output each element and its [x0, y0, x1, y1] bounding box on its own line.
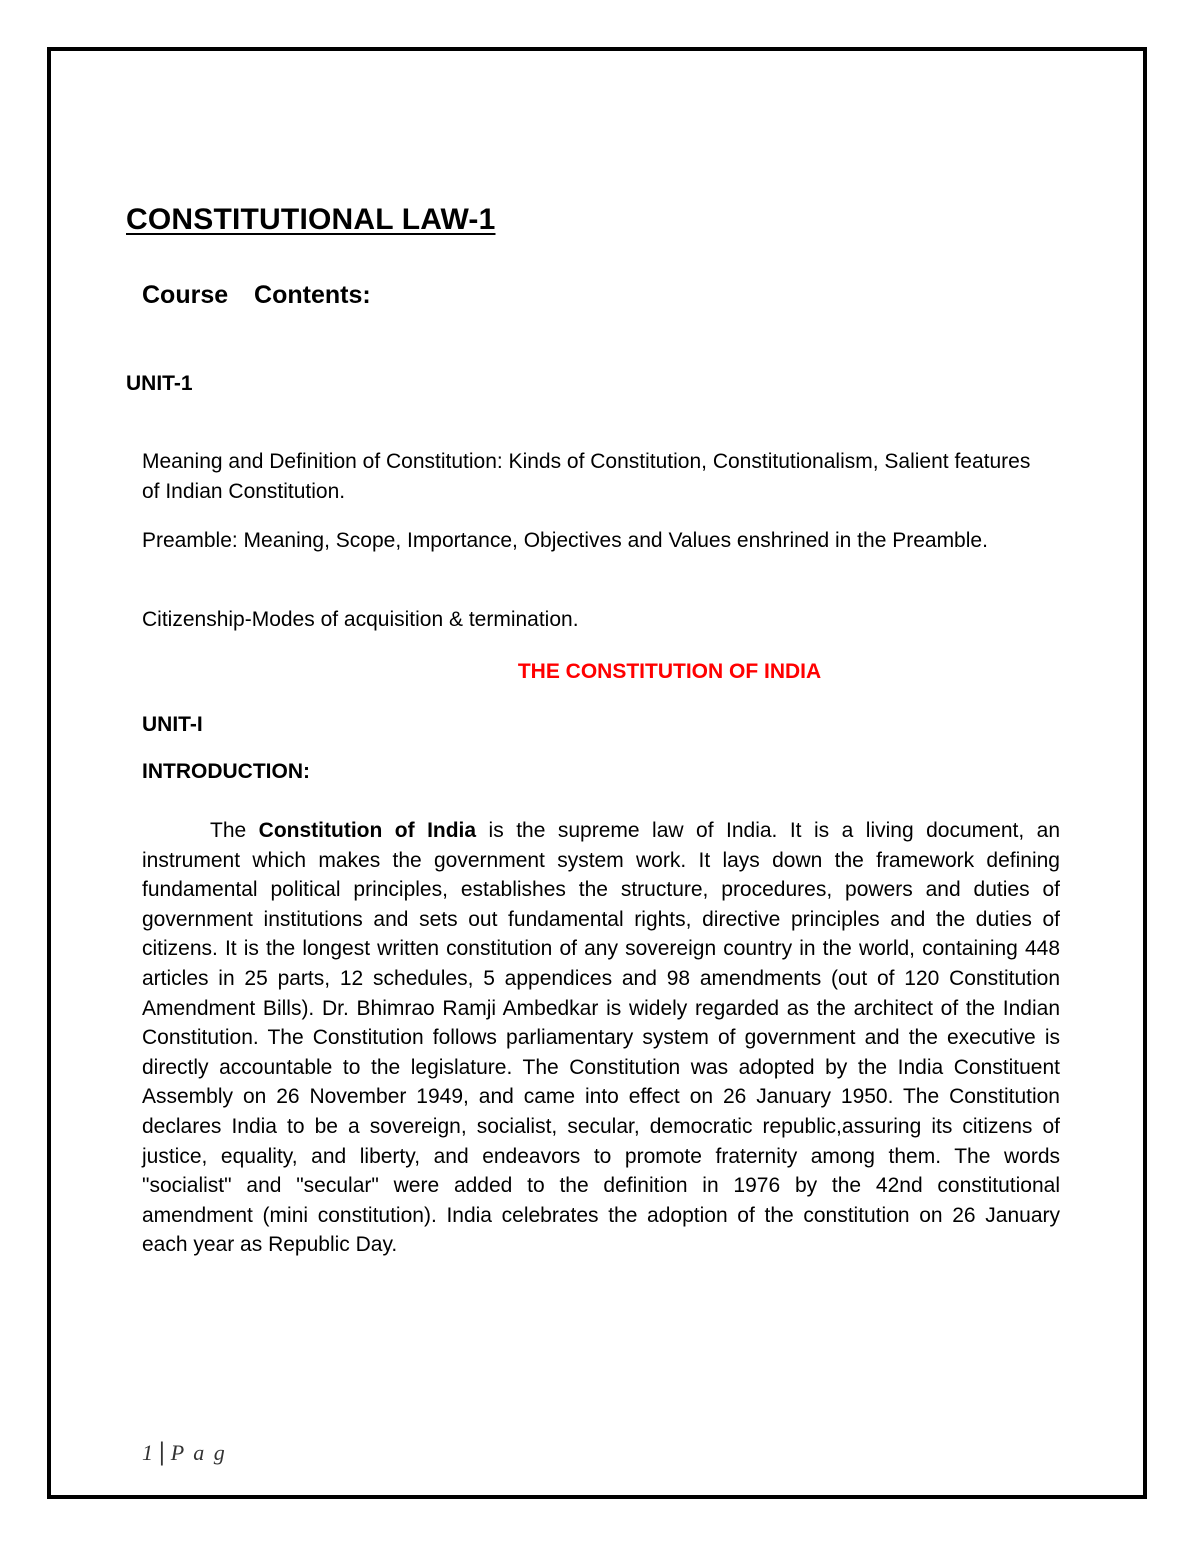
introduction-bold-phrase: Constitution of India [258, 819, 477, 842]
document-title: CONSTITUTIONAL LAW-1 [126, 203, 496, 236]
page-separator: | [159, 1437, 167, 1466]
unit-1-topic-citizenship: Citizenship-Modes of acquisition & termination. [142, 608, 579, 631]
introduction-body: is the supreme law of India. It is a living document, an instrument which makes the government system work. It lays down the framework defining fundamental political principles, establishes the structure, procedures, powers and duties of government institutions and sets out fundamental rights, directive principles and the duties of citizens. It is the longest written constitution of any sovereign country in the world, containing 448 articles in 25 parts, 12 schedules, 5 appendices and 98 amendments (out of 120 Constitution Amendment Bills). Dr. Bhimrao Ramji Ambedkar is widely regarded as the architect of the Indian Constitution. The Constitution follows parliamentary system of government and the executive is directly accountable to the legislature. The Constitution was adopted by the India Constituent Assembly on 26 November 1949, and came into effect on 26 January 1950. The Constitution declares India to be a sovereign, socialist, secular, democratic republic,assuring its citizens of justice, equality, and liberty, and endeavors to promote fraternity among them. The words "socialist" and "secular" were added to the definition in 1976 by the 42nd constitutional amendment (mini constitution). India celebrates the adoption of the constitution on 26 January each year as Republic Day. [142, 819, 1060, 1257]
course-contents-heading: Course Contents: [142, 281, 371, 309]
section-title: THE CONSTITUTION OF INDIA [517, 660, 822, 683]
unit-1-topic-preamble: Preamble: Meaning, Scope, Importance, Objectives and Values enshrined in the Preamble. [142, 529, 988, 552]
unit-1-heading: UNIT-1 [126, 372, 193, 395]
unit-i-heading: UNIT-I [142, 713, 203, 736]
page-label: P a g [170, 1440, 227, 1465]
page-number: 1 [142, 1440, 155, 1465]
introduction-paragraph [142, 816, 1060, 1260]
introduction-heading: INTRODUCTION: [142, 760, 310, 783]
introduction-lead-word: The [210, 819, 259, 842]
unit-1-topic-constitution: Meaning and Definition of Constitution: Kinds of Constitution, Constitutionalism, Salient features of Indian Constitution. [142, 450, 1031, 503]
page-footer [142, 1437, 227, 1467]
